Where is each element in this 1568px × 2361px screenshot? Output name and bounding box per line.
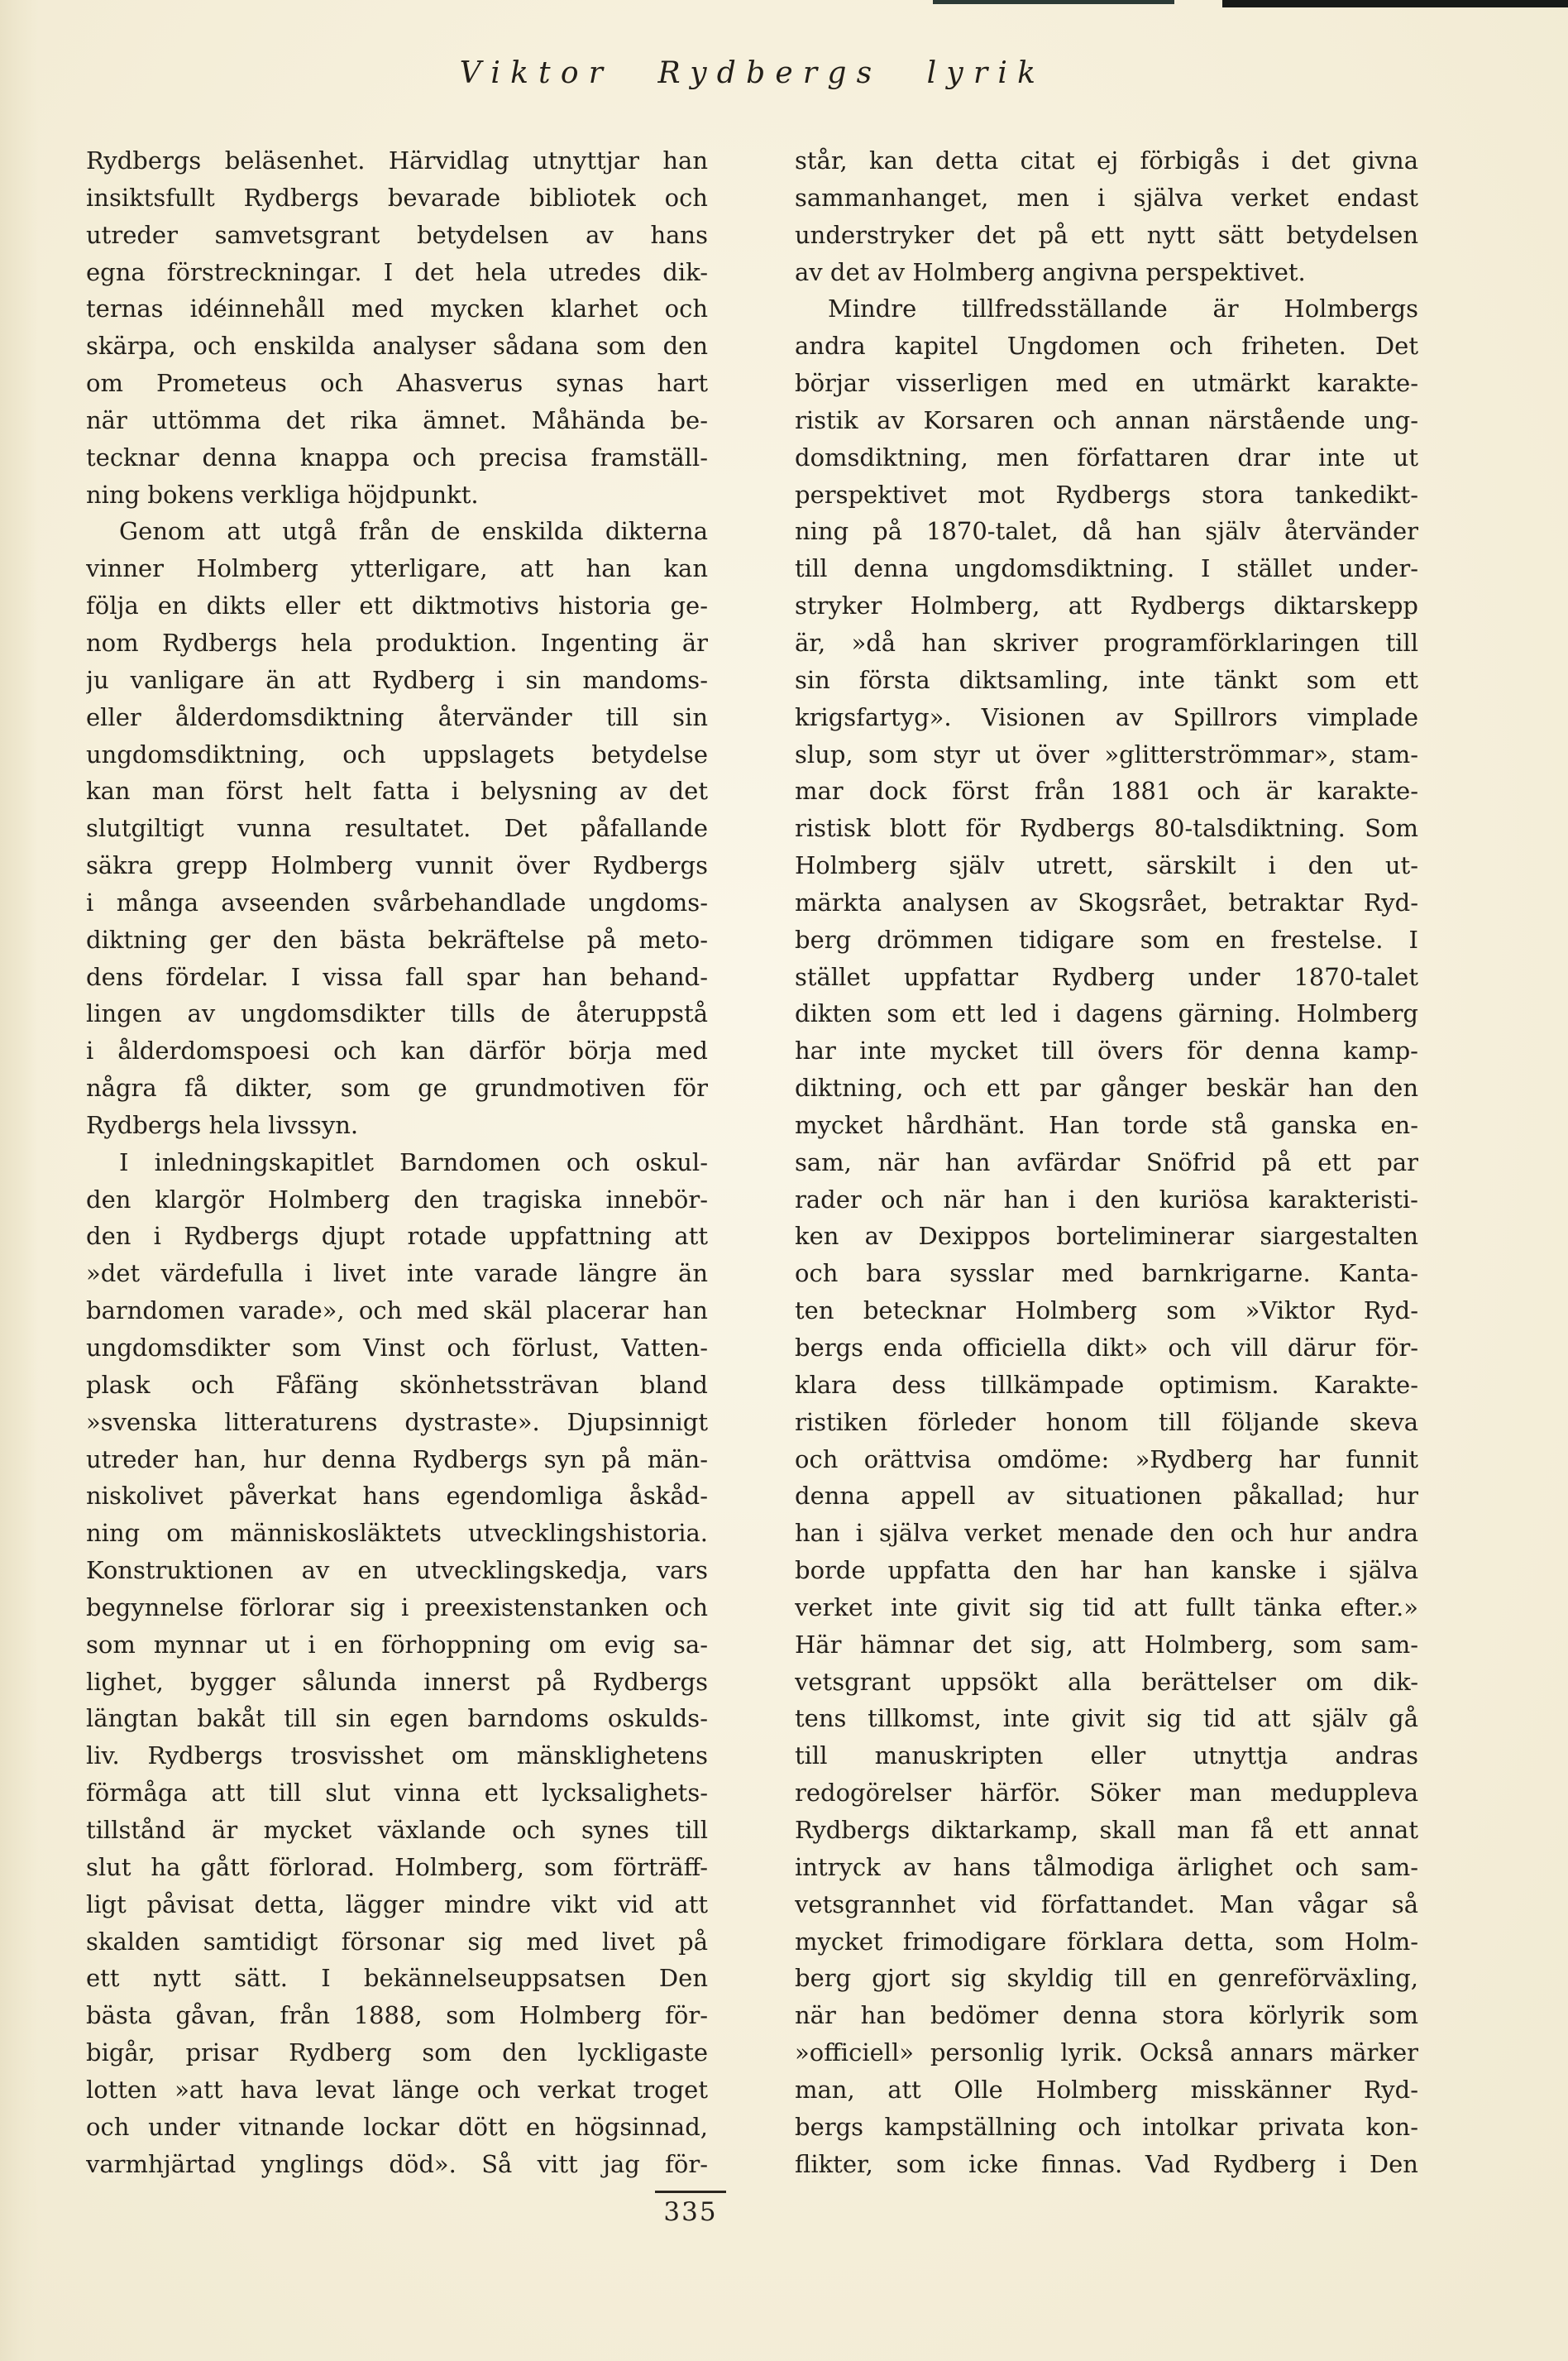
text-line: tecknar denna knappa och precisa framställ-	[86, 443, 708, 472]
text-line: stryker Holmberg, att Rydbergs diktarskepp	[795, 591, 1418, 620]
text-line: stället uppfattar Rydberg under 1870-talet	[795, 962, 1418, 991]
text-line: ning bokens verkliga höjdpunkt.	[86, 480, 479, 509]
text-line: ternas idéinnehåll med mycken klarhet och	[86, 295, 708, 323]
page-footer	[635, 2191, 746, 2229]
text-line: som mynnar ut i en förhoppning om evig sa-	[86, 1630, 708, 1659]
text-line: ten betecknar Holmberg som »Viktor Ryd-	[795, 1296, 1418, 1325]
footer-rule	[655, 2191, 726, 2193]
text-line: i ålderdomspoesi och kan därför börja med	[86, 1037, 708, 1066]
text-line: mycket hårdhänt. Han torde stå ganska en-	[795, 1110, 1418, 1139]
text-line: skalden samtidigt försonar sig med livet på	[86, 1927, 708, 1956]
text-line: lighet, bygger sålunda innerst på Rydbergs	[86, 1667, 708, 1696]
text-line: »svenska litteraturens dystraste». Djupsinnigt	[86, 1407, 708, 1436]
page-number: 335	[663, 2197, 718, 2227]
text-line: andra kapitel Ungdomen och friheten. Det	[795, 332, 1418, 361]
text-line: ken av Dexippos borteliminerar siargestalten	[795, 1222, 1418, 1251]
scan-artifact-strip	[1222, 0, 1568, 7]
text-line: lotten »att hava levat länge och verkat troget	[86, 2075, 708, 2104]
text-line: till manuskripten eller utnyttja andras	[795, 1741, 1418, 1770]
text-line: berg gjort sig skyldig till en genreförväxling,	[795, 1964, 1418, 1993]
text-line: perspektivet mot Rydbergs stora tankedikt-	[795, 480, 1418, 509]
text-line: han i själva verket menade den och hur andra	[795, 1519, 1418, 1548]
text-line: bergs kampställning och intolkar privata kon-	[795, 2112, 1418, 2141]
text-line: Genom att utgå från de enskilda dikterna	[119, 517, 708, 546]
text-line: följa en dikts eller ett diktmotivs historia ge-	[86, 591, 708, 620]
text-line: Mindre tillfredsställande är Holmbergs	[828, 295, 1418, 323]
text-line: domsdiktning, men författaren drar inte ut	[795, 443, 1418, 472]
text-line: Rydbergs beläsenhet. Härvidlag utnyttjar han	[86, 146, 708, 175]
text-line: Rydbergs diktarkamp, skall man få ett annat	[795, 1815, 1418, 1844]
text-line: begynnelse förlorar sig i preexistenstanken och	[86, 1592, 708, 1621]
text-line: plask och Fåfäng skönhetssträvan bland	[86, 1370, 708, 1399]
text-column-left	[86, 142, 708, 2182]
text-line: krigsfartyg». Visionen av Spillrors vimplade	[795, 702, 1418, 731]
scan-artifact-strip	[933, 0, 1174, 4]
text-line: nom Rydbergs hela produktion. Ingenting är	[86, 628, 708, 657]
text-line: liv. Rydbergs trosvisshet om mänsklighetens	[86, 1741, 708, 1770]
text-line: ungdomsdikter som Vinst och förlust, Vatten-	[86, 1334, 708, 1362]
text-line: till denna ungdomsdiktning. I stället under-	[795, 554, 1418, 583]
text-line: Konstruktionen av en utvecklingskedja, vars	[86, 1556, 708, 1585]
text-line: denna appell av situationen påkallad; hur	[795, 1482, 1418, 1511]
text-line: slup, som styr ut över »glitterströmmar», stam-	[795, 740, 1418, 769]
text-line: den i Rydbergs djupt rotade uppfattning att	[86, 1222, 708, 1251]
text-line: borde uppfatta den har han kanske i själva	[795, 1556, 1418, 1585]
text-line: lingen av ungdomsdikter tills de återuppstå	[86, 999, 708, 1028]
text-line: tillstånd är mycket växlande och synes till	[86, 1815, 708, 1844]
text-line: rader och när han i den kuriösa karakteristi-	[795, 1185, 1418, 1214]
text-line: utreder samvetsgrant betydelsen av hans	[86, 220, 708, 249]
text-line: ligt påvisat detta, lägger mindre vikt vid att	[86, 1889, 708, 1918]
text-line: dikten som ett led i dagens gärning. Holmberg	[795, 999, 1418, 1028]
text-line: eller ålderdomsdiktning återvänder till sin	[86, 702, 708, 731]
text-line: sammanhanget, men i själva verket endast	[795, 183, 1418, 212]
text-line: dens fördelar. I vissa fall spar han behand-	[86, 962, 708, 991]
text-line: står, kan detta citat ej förbigås i det givna	[795, 146, 1418, 175]
text-line: slutgiltigt vunna resultatet. Det påfallande	[86, 814, 708, 843]
text-line: har inte mycket till övers för denna kamp-	[795, 1037, 1418, 1066]
text-line: mycket frimodigare förklara detta, som Holm-	[795, 1927, 1418, 1956]
text-line: ungdomsdiktning, och uppslagets betydelse	[86, 740, 708, 769]
text-line: flikter, som icke finnas. Vad Rydberg i Den	[795, 2149, 1418, 2178]
text-line: ning på 1870-talet, då han själv återvänder	[795, 517, 1418, 546]
text-line: vetsgrant uppsökt alla berättelser om dik-	[795, 1667, 1418, 1696]
text-line: understryker det på ett nytt sätt betydelsen	[795, 220, 1418, 249]
text-line: längtan bakåt till sin egen barndoms oskulds-	[86, 1704, 708, 1733]
page-title: Viktor Rydbergs lyrik	[459, 56, 1046, 90]
text-line: barndomen varade», och med skäl placerar han	[86, 1296, 708, 1325]
text-line: redogörelser härför. Söker man meduppleva	[795, 1779, 1418, 1808]
text-line: intryck av hans tålmodiga ärlighet och sam-	[795, 1852, 1418, 1881]
text-line: tens tillkomst, inte givit sig tid att själv gå	[795, 1704, 1418, 1733]
text-line: Här hämnar det sig, att Holmberg, som sam-	[795, 1630, 1418, 1659]
text-line: bästa gåvan, från 1888, som Holmberg för-	[86, 2001, 708, 2030]
text-line: »officiell» personlig lyrik. Också annars märker	[795, 2038, 1418, 2067]
text-line: och under vitnande lockar dött en högsinnad,	[86, 2112, 708, 2141]
text-line: ning om människosläktets utvecklingshistoria.	[86, 1519, 708, 1548]
text-line: I inledningskapitlet Barndomen och oskul-	[119, 1147, 708, 1176]
text-line: man, att Olle Holmberg misskänner Ryd-	[795, 2075, 1418, 2104]
text-line: börjar visserligen med en utmärkt karakte-	[795, 369, 1418, 398]
text-line: ristiken förleder honom till följande skeva	[795, 1407, 1418, 1436]
text-line: Rydbergs hela livssyn.	[86, 1110, 359, 1139]
text-line: sam, när han avfärdar Snöfrid på ett par	[795, 1147, 1418, 1176]
text-line: är, »då han skriver programförklaringen till	[795, 628, 1418, 657]
text-line: »det värdefulla i livet inte varade längre än	[86, 1259, 708, 1288]
text-line: säkra grepp Holmberg vunnit över Rydbergs	[86, 851, 708, 880]
text-column-right	[795, 142, 1418, 2182]
text-line: skärpa, och enskilda analyser sådana som den	[86, 332, 708, 361]
text-line: insiktsfullt Rydbergs bevarade bibliotek och	[86, 183, 708, 212]
text-line: vetsgrannhet vid författandet. Man vågar så	[795, 1889, 1418, 1918]
text-line: ristik av Korsaren och annan närstående ung-	[795, 405, 1418, 434]
text-line: den klargör Holmberg den tragiska innebör-	[86, 1185, 708, 1214]
text-line: diktning ger den bästa bekräftelse på meto-	[86, 925, 708, 954]
text-line: varmhjärtad ynglings död». Så vitt jag för-	[86, 2149, 708, 2178]
text-line: av det av Holmberg angivna perspektivet.	[795, 257, 1306, 286]
page-left-edge-shadow	[0, 0, 38, 2361]
text-line: Holmberg själv utrett, särskilt i den ut-	[795, 851, 1418, 880]
text-line: när uttömma det rika ämnet. Måhända be-	[86, 405, 708, 434]
text-line: niskolivet påverkat hans egendomliga åskåd-	[86, 1482, 708, 1511]
text-line: mar dock först från 1881 och är karakte-	[795, 777, 1418, 806]
text-line: berg drömmen tidigare som en frestelse. I	[795, 925, 1418, 954]
text-line: när han bedömer denna stora körlyrik som	[795, 2001, 1418, 2030]
text-line: om Prometeus och Ahasverus synas hart	[86, 369, 708, 398]
text-line: vinner Holmberg ytterligare, att han kan	[86, 554, 708, 583]
text-line: bergs enda officiella dikt» och vill därur för-	[795, 1334, 1418, 1362]
text-line: utreder han, hur denna Rydbergs syn på män-	[86, 1444, 708, 1473]
text-line: diktning, och ett par gånger beskär han den	[795, 1074, 1418, 1103]
text-line: slut ha gått förlorad. Holmberg, som förträff-	[86, 1852, 708, 1881]
text-line: kan man först helt fatta i belysning av det	[86, 777, 708, 806]
text-line: verket inte givit sig tid att fullt tänka efter.»	[795, 1592, 1418, 1621]
text-line: egna förstreckningar. I det hela utredes dik-	[86, 257, 708, 286]
text-line: i många avseenden svårbehandlade ungdoms-	[86, 888, 708, 917]
text-line: förmåga att till slut vinna ett lycksalighets-	[86, 1779, 708, 1808]
text-line: och bara sysslar med barnkrigarne. Kanta-	[795, 1259, 1418, 1288]
text-line: sin första diktsamling, inte tänkt som ett	[795, 665, 1418, 694]
text-line: ju vanligare än att Rydberg i sin mandoms-	[86, 665, 708, 694]
text-line: märkta analysen av Skogsrået, betraktar Ryd-	[795, 888, 1418, 917]
text-line: ett nytt sätt. I bekännelseuppsatsen Den	[86, 1964, 708, 1993]
text-line: ristisk blott för Rydbergs 80-talsdiktning. Som	[795, 814, 1418, 843]
text-line: och orättvisa omdöme: »Rydberg har funnit	[795, 1444, 1418, 1473]
text-line: några få dikter, som ge grundmotiven för	[86, 1074, 708, 1103]
text-line: bigår, prisar Rydberg som den lyckligaste	[86, 2038, 708, 2067]
text-line: klara dess tillkämpade optimism. Karakte-	[795, 1370, 1418, 1399]
